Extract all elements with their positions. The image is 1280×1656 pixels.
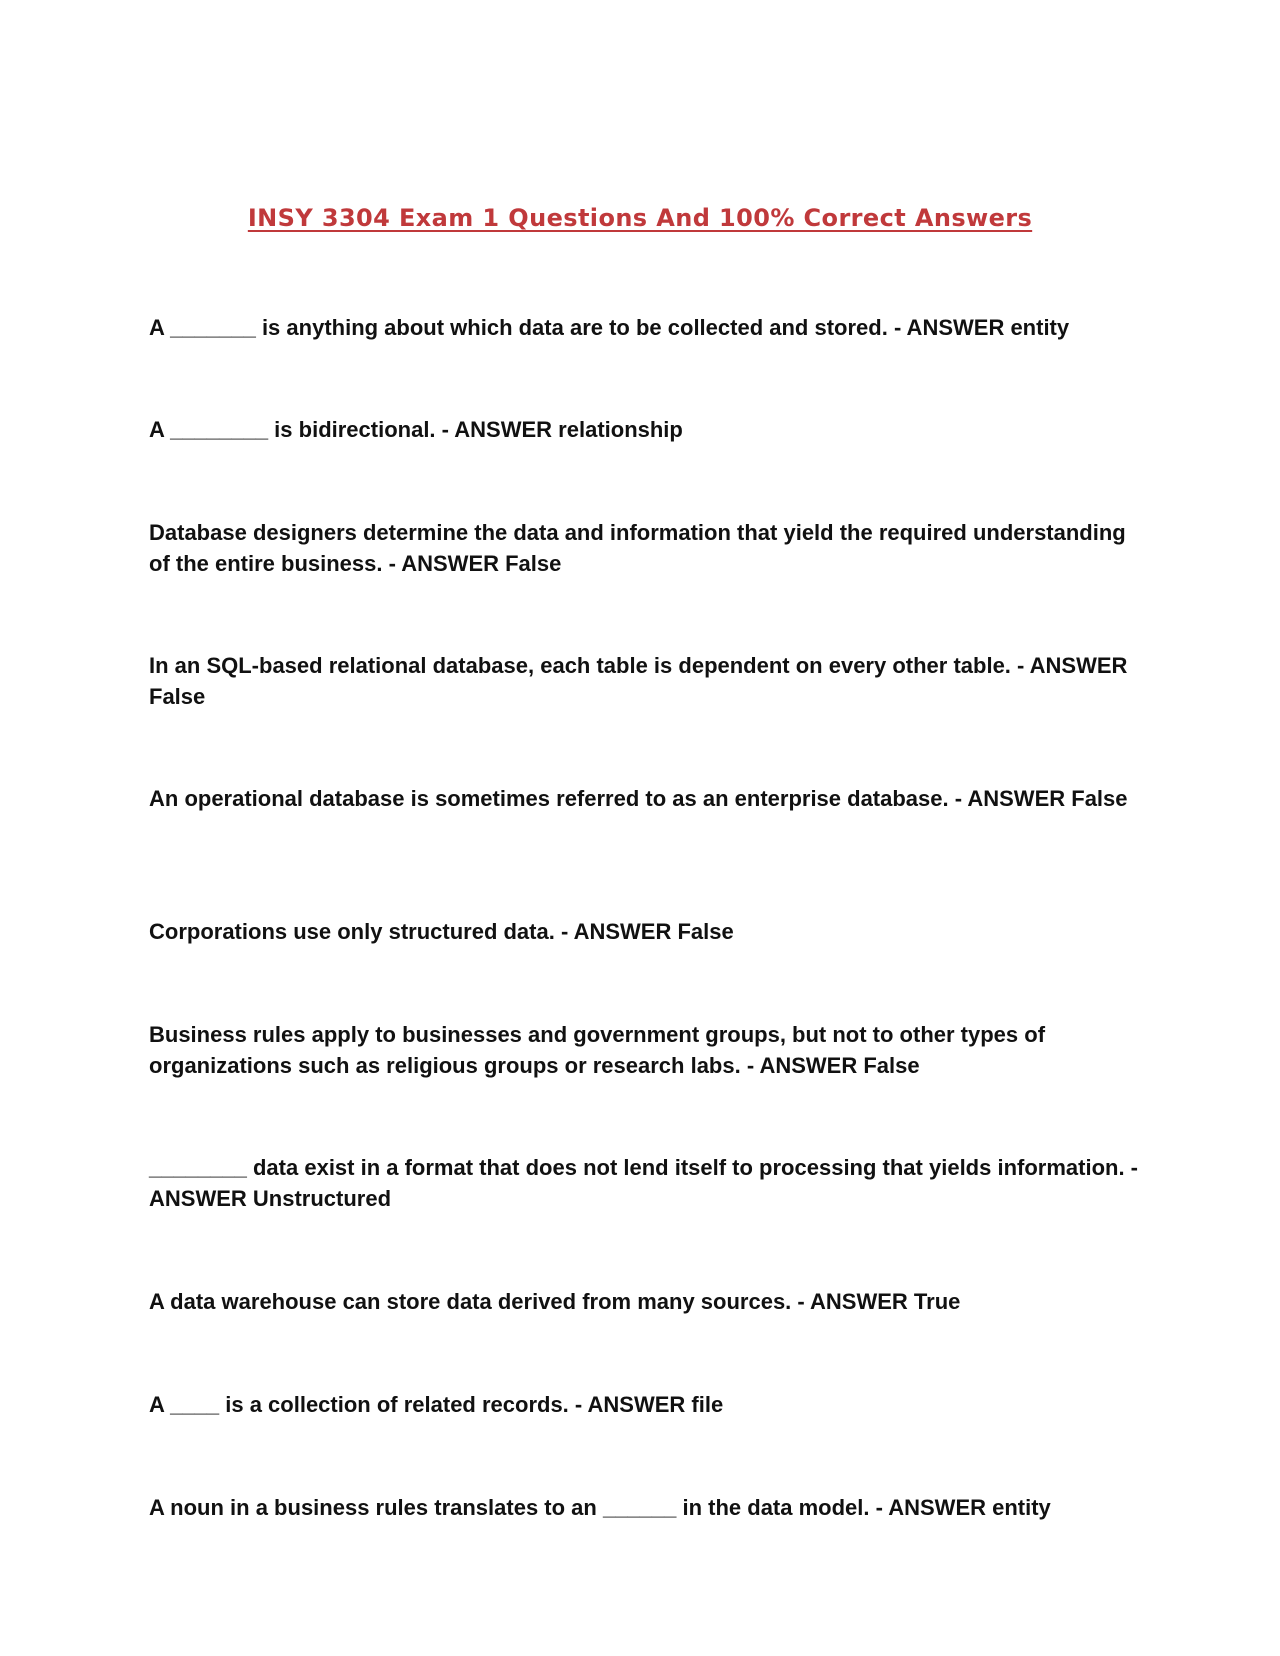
qa-item-5: An operational database is sometimes referred to as an enterprise database. - ANSWER False: [149, 786, 1128, 811]
qa-item-9: A data warehouse can store data derived from many sources. - ANSWER True: [149, 1289, 961, 1314]
qa-item-4: In an SQL-based relational database, each table is dependent on every other table. - ANSWER False: [149, 653, 1128, 709]
qa-item-1: A _______ is anything about which data are to be collected and stored. - ANSWER entity: [149, 315, 1070, 340]
qa-item-11: A noun in a business rules translates to an ______ in the data model. - ANSWER entity: [149, 1495, 1051, 1520]
qa-item-3: Database designers determine the data and information that yield the required understanding of the entire business. - ANSWER False: [149, 520, 1126, 576]
document-title: INSY 3304 Exam 1 Questions And 100% Correct Answers: [247, 204, 1033, 232]
qa-item-2: A ________ is bidirectional. - ANSWER relationship: [149, 417, 683, 442]
qa-item-8: ________ data exist in a format that does not lend itself to processing that yields information. - ANSWER Unstructured: [149, 1155, 1139, 1211]
qa-item-7: Business rules apply to businesses and government groups, but not to other types of organizations such as religious groups or research labs. - ANSWER False: [149, 1022, 1046, 1078]
qa-item-10: A ____ is a collection of related records. - ANSWER file: [149, 1392, 724, 1417]
qa-item-6: Corporations use only structured data. - ANSWER False: [149, 919, 734, 944]
